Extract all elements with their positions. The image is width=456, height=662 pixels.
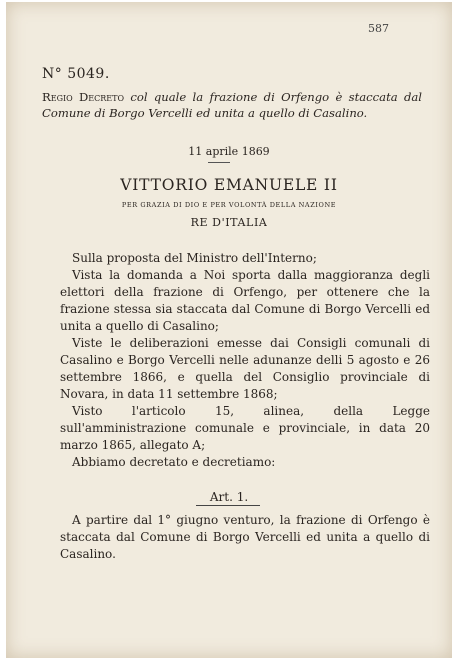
decree-title-lead: Regio Decreto (42, 90, 125, 104)
paragraph: Abbiamo decretato e decretiamo: (72, 455, 276, 469)
article-paragraph: A partire dal 1° giugno venturo, la frazione di Orfengo è staccata dal Comune di Borgo Vercelli ed unita a quello di Casalino. (60, 513, 430, 561)
page-number: 587 (368, 22, 389, 35)
paragraph: Vista la domanda a Noi sporta dalla maggioranza degli elettori della frazione di Orfengo, per ottenere che la frazione stessa sia staccata dal Comune di Borgo Vercelli ed unita a quello di Casalino; (60, 268, 430, 333)
divider (208, 162, 230, 163)
king-title: RE D'ITALIA (190, 216, 268, 229)
article-body (60, 512, 430, 563)
paragraph: Viste le deliberazioni emesse dai Consigli comunali di Casalino e Borgo Vercelli nelle adunanze delli 5 agosto e 26 settembre 1866, e quella del Consiglio provinciale di Novara, in data 11 settembre 1868; (60, 336, 430, 401)
article-divider (196, 505, 260, 506)
article-heading: Art. 1. (209, 490, 249, 504)
king-name: VITTORIO EMANUELE II (120, 176, 338, 194)
grace-line: PER GRAZIA DI DIO E PER VOLONTÀ DELLA NAZIONE (121, 201, 337, 209)
paragraph: Visto l'articolo 15, alinea, della Legge sull'amministrazione comunale e provinciale, in data 20 marzo 1865, allegato A; (60, 404, 430, 452)
decree-date: 11 aprile 1869 (188, 145, 270, 158)
decree-body (60, 250, 430, 471)
decree-title (42, 90, 422, 121)
document-page (6, 2, 452, 658)
decree-number: N° 5049. (42, 66, 110, 82)
paragraph: Sulla proposta del Ministro dell'Interno; (72, 251, 317, 265)
decree-title-rest: col quale la frazione di Orfengo è staccata dal Comune di Borgo Vercelli ed unita a quello di Casalino. (42, 90, 422, 120)
